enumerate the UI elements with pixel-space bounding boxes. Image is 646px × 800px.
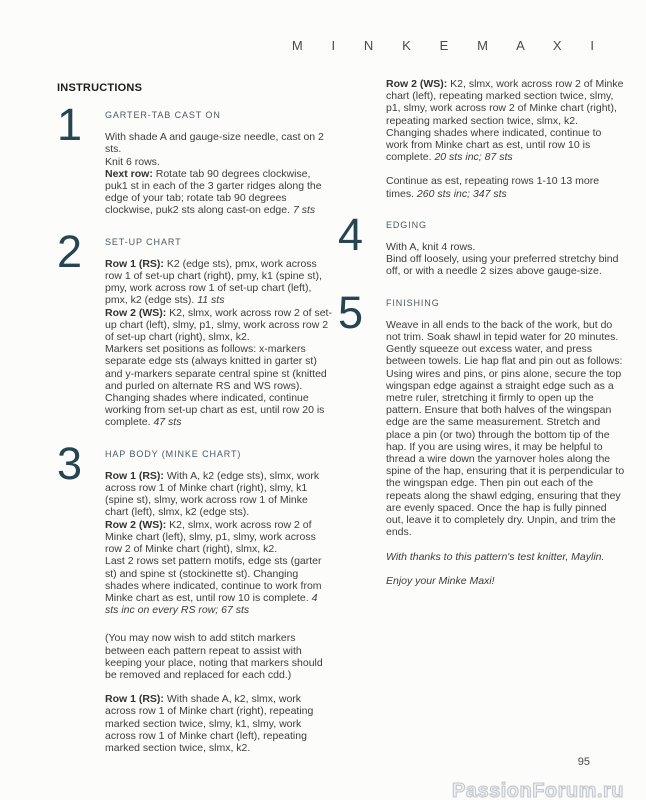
text-run: With thanks to this pattern's test knitter, Maylin. bbox=[386, 550, 605, 563]
text-run: With A, knit 4 rows. bbox=[386, 241, 476, 254]
text-run: Row 2 (WS): bbox=[105, 306, 167, 319]
paragraph bbox=[386, 78, 625, 163]
section-number: 2 bbox=[57, 225, 83, 277]
section-number: 4 bbox=[338, 208, 364, 260]
section-content bbox=[386, 78, 625, 200]
text-block bbox=[338, 78, 625, 200]
text-run: Row 2 (WS): bbox=[386, 78, 448, 90]
left-column bbox=[57, 99, 333, 754]
paragraph bbox=[386, 575, 625, 587]
section-heading: EDGING bbox=[386, 219, 427, 230]
text-run: Last 2 rows set pattern motifs, edge sts (garter st) and spine st (stockinette st). Changing shades where indicated, continue to work from Minke chart as est, until row 10 is complete. bbox=[105, 555, 322, 604]
text-run: Bind off loosely, using your preferred stretchy bind off, or with a needle 2 sizes above gauge-size. bbox=[386, 253, 619, 278]
text-run: With shade A and gauge-size needle, cast on 2 sts. bbox=[105, 131, 324, 156]
text-run: 11 sts bbox=[197, 294, 225, 307]
text-run: 47 sts bbox=[153, 416, 182, 429]
paragraph bbox=[105, 632, 333, 681]
paragraph bbox=[105, 131, 333, 216]
text-block bbox=[57, 632, 333, 754]
text-run: K2, slmx, work across row 2 of Minke chart (left), slmy, p1, slmy, work across row 2 of Minke chart (right), slmx, k2. bbox=[105, 518, 316, 556]
page-number: 95 bbox=[577, 756, 590, 768]
text-run: 20 sts inc; 87 sts bbox=[434, 151, 513, 164]
section-content bbox=[386, 216, 625, 278]
page-title: M I N K E M A X I bbox=[291, 38, 603, 53]
section-number: 1 bbox=[57, 99, 83, 150]
section-heading: FINISHING bbox=[386, 297, 440, 308]
section-block bbox=[57, 99, 333, 217]
section-block bbox=[57, 225, 333, 429]
text-run: With shade A, k2, slmx, work across row 1 of Minke chart (right), repeating marked section twice, slmy, k1, slmy, work across row 1 of Minke chart (left), repeating marked section twice, slmx, k2. bbox=[105, 693, 314, 754]
section-number: 5 bbox=[338, 286, 364, 338]
text-run: Enjoy your Minke Maxi! bbox=[386, 574, 495, 587]
section-block bbox=[57, 437, 333, 617]
paragraph bbox=[386, 175, 625, 199]
paragraph bbox=[105, 470, 333, 616]
section-content bbox=[386, 294, 625, 587]
text-run: Row 1 (RS): bbox=[105, 257, 164, 270]
text-run: Weave in all ends to the back of the work, but do not trim. Soak shawl in tepid water for 20 minutes. Gently squeeze out excess water, and press between towels. Lie hap flat and pin out as follows: Using wires and pins, or pins alone, secure the top wingspan edge against a straight edge such as a metre ruler, stretching it firmly to open up the pattern. Ensure that both halves of the wingspan edge are the same measurement. Stretch and place a pin (or two) through the bottom tip of the hap. If you are using wires, it may be helpful to thread a wire down the yarnover holes along the spine of the hap, ensuring that it is perpendicular to the wingspan edge. Then pin out each of the repeats along the shawl edging, ensuring that they are evenly spaced. Once the hap is fully pinned out, leave it to completely dry. Unpin, and trim the ends. bbox=[386, 318, 625, 539]
text-run: 260 sts inc; 347 sts bbox=[416, 187, 507, 200]
section-block bbox=[338, 286, 625, 587]
paragraph bbox=[386, 241, 625, 278]
text-run: K2 (edge sts), pmx, work across row 1 of set-up chart (right), pmy, k1 (spine st), pmy, work across row 1 of set-up chart (left), pmx, k2 (edge sts). bbox=[105, 257, 322, 307]
section-heading: GARTER-TAB CAST ON bbox=[105, 110, 221, 120]
text-run: Row 1 (RS): bbox=[105, 693, 164, 706]
watermark: PassionForum.ru bbox=[452, 780, 624, 800]
paragraph bbox=[105, 258, 333, 429]
paragraph bbox=[105, 693, 333, 754]
paragraph bbox=[386, 319, 625, 539]
section-heading: HAP BODY (MINKE CHART) bbox=[105, 448, 242, 459]
section-block bbox=[338, 208, 625, 278]
section-content bbox=[105, 632, 333, 754]
text-run: With A, k2 (edge sts), slmx, work across row 1 of Minke chart (right), slmy, k1 (spine st), slmy, work across row 1 of Minke chart (left), slmx, k2 (edge sts). bbox=[105, 469, 320, 519]
section-number: 3 bbox=[57, 437, 83, 489]
text-run: Rotate tab 90 degrees clockwise, puk1 st in each of the 3 garter ridges along the edge of your tab; rotate tab 90 degrees clockwise, puk2 sts along cast-on edge. bbox=[105, 167, 322, 217]
text-run: Markers set positions as follows: x-markers separate edge sts (always knitted in garter st) and y-markers separate central spine st (knitted and purled on alternate RS and WS rows). bbox=[105, 343, 327, 392]
text-run: Row 1 (RS): bbox=[105, 469, 164, 482]
text-run: (You may now wish to add stitch markers between each pattern repeat to assist with keeping your place, noting that markers should be removed and replaced for each cdd.) bbox=[105, 632, 323, 681]
text-run: 4 sts inc on every RS row; 67 sts bbox=[105, 591, 318, 617]
section-content bbox=[105, 445, 333, 617]
text-run: Next row: bbox=[105, 167, 153, 180]
text-run: K2, slmx, work across row 2 of Minke chart (left), repeating marked section twice, slmy, p1, slmy, work across row 2 of Minke chart (right), repeating marked section twice, slmx, k2. bbox=[386, 78, 624, 127]
section-content bbox=[105, 233, 333, 429]
instructions-heading: INSTRUCTIONS bbox=[57, 82, 143, 94]
gutter bbox=[57, 632, 105, 754]
paragraph bbox=[386, 551, 625, 563]
text-run: Changing shades where indicated, continue to work from Minke chart as est, until row 10 is complete. bbox=[386, 126, 602, 164]
section-content bbox=[105, 106, 333, 217]
section-heading: SET-UP CHART bbox=[105, 236, 182, 247]
right-column bbox=[338, 78, 625, 587]
text-run: Knit 6 rows. bbox=[105, 155, 160, 168]
gutter bbox=[338, 78, 386, 200]
text-run: Row 2 (WS): bbox=[105, 518, 167, 531]
text-run: Changing shades where indicated, continue working from set-up chart as est, until row 20 is complete. bbox=[105, 392, 325, 429]
text-run: K2, slmx, work across row 2 of set-up chart (left), slmy, p1, slmy, work across row 2 of set-up chart (right), slmx, k2. bbox=[105, 306, 332, 344]
text-run: Continue as est, repeating rows 1-10 13 more times. bbox=[386, 175, 600, 200]
text-run: 7 sts bbox=[292, 204, 316, 217]
